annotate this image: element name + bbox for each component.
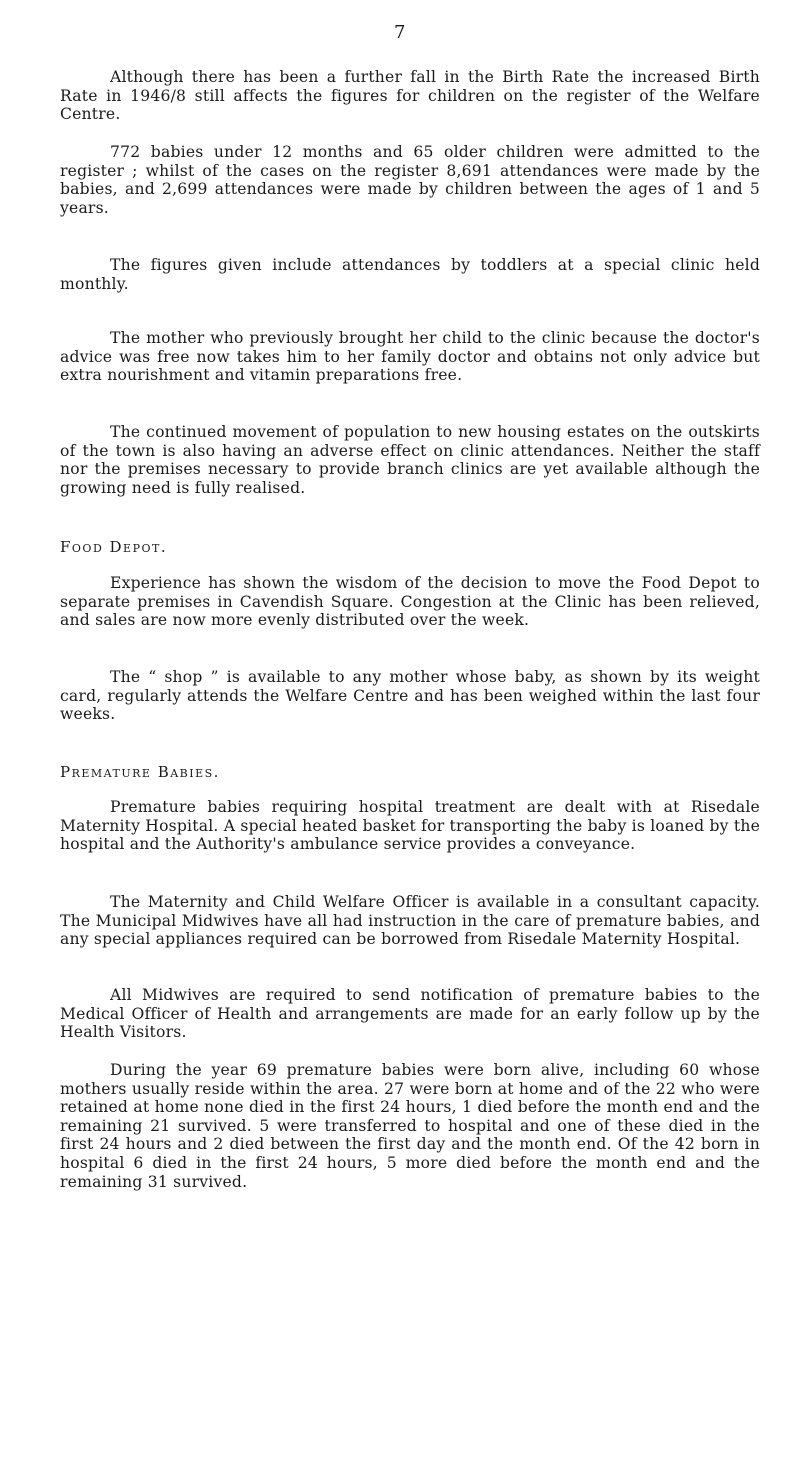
paragraph-risedale-hospital: Premature babies requiring hospital treatment are dealt with at Risedale Maternity Hospital. A special heated basket for transporting the baby is loaned by the hospital and the Authority's ambulance service provides a conveyance. (60, 798, 760, 854)
paragraph-housing-estates: The continued movement of population to new housing estates on the outskirts of the town is also having an adverse effect on clinic attendances. Neither the staff nor the premises necessary to provide branch clinics are yet available although the growing need is fully realised. (60, 423, 760, 497)
heading-premature-babies: Premature Babies. (60, 763, 220, 781)
paragraph-premature-statistics: During the year 69 premature babies were born alive, including 60 whose mothers usually reside within the area. 27 were born at home and of the 22 who were retained at home none died in the first 24 hours, 1 died before the month end and the remaining 21 survived. 5 were transferred to hospital and one of these died in the first 24 hours and 2 died between the first day and the month end. Of the 42 born in hospital 6 died in the first 24 hours, 5 more died before the month end and the remaining 31 survived. (60, 1061, 760, 1191)
paragraph-midwives-notification: All Midwives are required to send notification of premature babies to the Medical Officer of Health and arrangements are made for an early follow up by the Health Visitors. (60, 986, 760, 1042)
paragraph-food-depot-shop: The “ shop ” is available to any mother whose baby, as shown by its weight card, regularly attends the Welfare Centre and has been weighed within the last four weeks. (60, 668, 760, 724)
paragraph-welfare-officer: The Maternity and Child Welfare Officer is available in a consultant capacity. The Municipal Midwives have all had instruction in the care of premature babies, and any special appliances required can be borrowed from Risedale Maternity Hospital. (60, 893, 760, 949)
paragraph-birth-rate: Although there has been a further fall in the Birth Rate the increased Birth Rate in 1946/8 still affects the figures for children on the register of the Welfare Centre. (60, 68, 760, 124)
page-number: 7 (394, 22, 406, 43)
heading-food-depot: Food Depot. (60, 538, 168, 556)
paragraph-register-admissions: 772 babies under 12 months and 65 older children were admitted to the register ; whilst of the cases on the register 8,691 attendances were made by the babies, and 2,699 attendances were made by children between the ages of 1 and 5 years. (60, 143, 760, 217)
paragraph-toddler-clinic: The figures given include attendances by toddlers at a special clinic held monthly. (60, 256, 760, 293)
paragraph-family-doctor: The mother who previously brought her child to the clinic because the doctor's advice was free now takes him to her family doctor and obtains not only advice but extra nourishment and vitamin preparations free. (60, 329, 760, 385)
paragraph-food-depot-move: Experience has shown the wisdom of the decision to move the Food Depot to separate premises in Cavendish Square. Congestion at the Clinic has been relieved, and sales are now more evenly distributed over the week. (60, 574, 760, 630)
